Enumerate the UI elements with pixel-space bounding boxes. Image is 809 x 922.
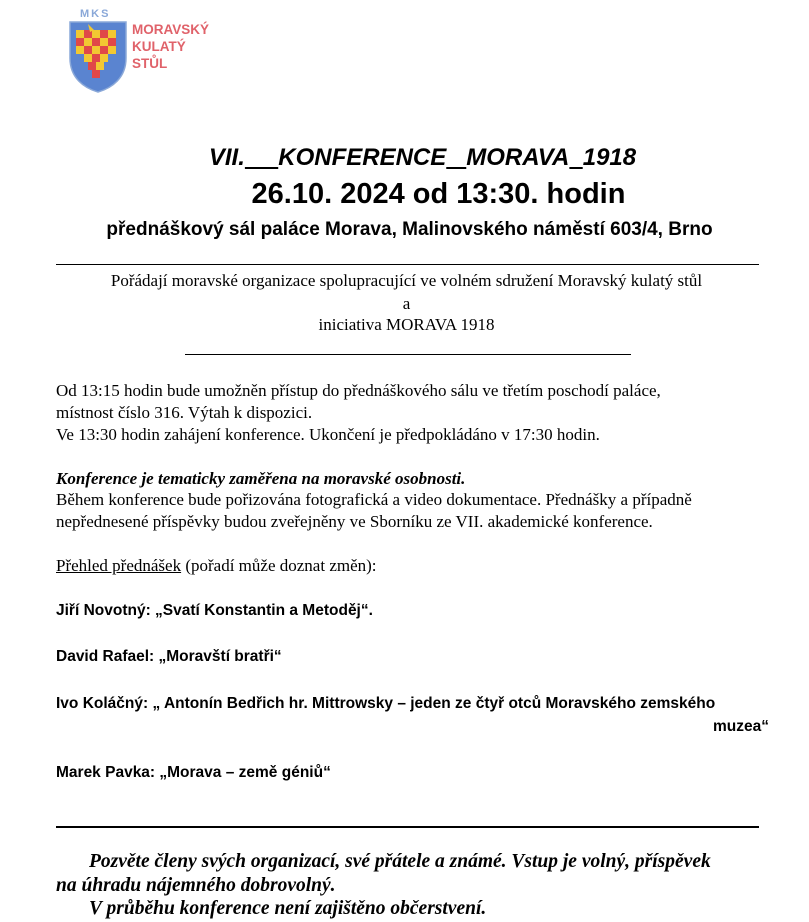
info-line-2: místnost číslo 316. Výtah k dispozici. <box>56 403 313 422</box>
lectures-overview-label: Přehled přednášek <box>56 556 182 575</box>
organizers-line-2: a <box>402 294 411 313</box>
conference-venue: přednáškový sál paláce Morava, Malinovského náměstí 603/4, Brno <box>106 219 713 240</box>
theme-heading: Konference je tematicky zaměřena na moravské osobnosti. <box>56 469 466 488</box>
footer-line-2: na úhradu nájemného dobrovolný. <box>56 875 336 896</box>
footer-divider <box>56 826 759 828</box>
moravian-eagle-shield-icon <box>68 20 128 94</box>
logo-mks-label: MKS <box>80 8 111 20</box>
lecture-item-2: David Rafael: „Moravští bratři“ <box>56 648 282 665</box>
footer-line-3: V průběhu konference není zajištěno občerstvení. <box>89 898 487 919</box>
title-part-year: 1918 <box>582 144 637 171</box>
lectures-overview <box>56 556 377 576</box>
title-part-numeral: VII. <box>208 144 245 171</box>
lecture-item-1: Jiří Novotný: „Svatí Konstantin a Metoděj“. <box>56 602 373 619</box>
conference-title <box>0 144 809 172</box>
logo-text-line-3: STŮL <box>132 56 168 71</box>
lecture-item-3: Ivo Koláčný: „ Antonín Bedřich hr. Mittrowsky – jeden ze čtyř otců Moravského zemského <box>56 695 716 712</box>
theme-line-1: Během konference bude pořizována fotografická a video dokumentace. Přednášky a případně <box>56 490 692 509</box>
logo-text-line-2: KULATÝ <box>132 39 186 54</box>
organizers-line-3: iniciativa MORAVA 1918 <box>318 315 495 334</box>
conference-date: 26.10. 2024 od 13:30. hodin <box>251 178 626 210</box>
info-line-1: Od 13:15 hodin bude umožněn přístup do přednáškového sálu ve třetím poschodí paláce, <box>56 381 661 400</box>
logo-text-line-1: MORAVSKÝ <box>132 22 210 37</box>
info-line-3: Ve 13:30 hodin zahájení konference. Ukončení je předpokládáno v 17:30 hodin. <box>56 425 600 444</box>
lecture-item-4: Marek Pavka: „Morava – země géniů“ <box>56 764 331 781</box>
title-part-konference: KONFERENCE <box>278 144 447 171</box>
mks-logo <box>66 8 226 90</box>
header-divider <box>56 264 759 265</box>
organizers-divider <box>185 354 631 355</box>
theme-line-2: nepřednesené příspěvky budou zveřejněny ve Sborníku ze VII. akademické konference. <box>56 512 653 531</box>
lecture-item-3-continuation: muzea“ <box>713 718 769 735</box>
organizers-line-1: Pořádají moravské organizace spolupracující ve volném sdružení Moravský kulatý stůl <box>110 271 703 290</box>
lectures-overview-note: (pořadí může doznat změn): <box>181 556 377 575</box>
footer-line-1: Pozvěte členy svých organizací, své přátele a známé. Vstup je volný, příspěvek <box>89 851 711 872</box>
title-part-morava: MORAVA <box>466 144 570 171</box>
